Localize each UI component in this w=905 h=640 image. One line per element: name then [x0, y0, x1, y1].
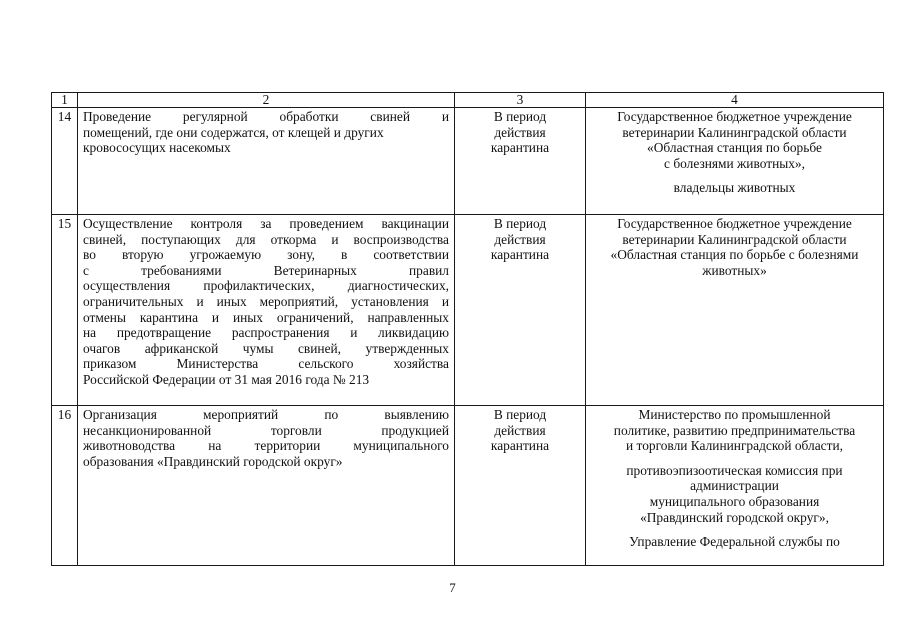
event-description — [78, 108, 455, 215]
period-cell — [455, 406, 586, 566]
table-header-row — [52, 93, 884, 108]
period-cell — [455, 108, 586, 215]
responsible-line: животных» — [702, 262, 767, 278]
event-line: образования «Правдинский городской округ» — [83, 453, 343, 469]
responsible-line: «Правдинский городской округ», — [640, 509, 829, 525]
measures-table — [51, 92, 884, 566]
responsible-line: политике, развитию предпринимательства — [613, 422, 856, 438]
table-row — [52, 215, 884, 406]
header-col-1: 1 — [52, 93, 78, 108]
period-line: В период — [493, 109, 547, 124]
responsible-line: администрации — [690, 478, 779, 494]
period-cell — [455, 215, 586, 406]
event-line: с требованиями Ветеринарных правил — [83, 262, 449, 278]
period-line: действия — [494, 422, 546, 438]
event-line: ограничительных и иных мероприятий, установления и — [83, 293, 449, 309]
responsible-line: и торговли Калининградской области, — [626, 438, 843, 454]
responsible-line: Государственное бюджетное учреждение — [617, 109, 852, 124]
period-line: действия — [494, 124, 546, 140]
header-col-2: 2 — [78, 93, 455, 108]
table-row — [52, 406, 884, 566]
event-line: Осуществление контроля за проведением вакцинации — [83, 216, 449, 231]
period-line: карантина — [490, 247, 550, 263]
event-line: осуществления профилактических, диагностических, — [83, 278, 449, 294]
responsible-line: «Областная станция по борьбе — [647, 140, 822, 156]
responsible-line: с болезнями животных», — [664, 155, 805, 171]
header-col-3: 3 — [455, 93, 586, 108]
period-line: карантина — [490, 140, 550, 156]
period-line: В период — [493, 407, 547, 422]
event-line: несанкционированной торговли продукцией — [83, 422, 449, 438]
period-line: действия — [494, 231, 546, 247]
event-line: животноводства на территории муниципального — [83, 438, 449, 454]
event-line: свиней, поступающих для откорма и воспроизводства — [83, 231, 449, 247]
header-col-4: 4 — [586, 93, 884, 108]
event-line: кровососущих насекомых — [83, 140, 231, 156]
responsible-line: ветеринарии Калининградской области — [622, 231, 847, 247]
event-line: во вторую угрожаемую зону, в соответствии — [83, 247, 449, 263]
responsible-line: Государственное бюджетное учреждение — [617, 216, 852, 231]
row-number: 15 — [52, 215, 78, 406]
responsible-line: Министерство по промышленной — [638, 407, 831, 422]
responsible-line: муниципального образования — [649, 493, 820, 509]
responsible-cell — [586, 215, 884, 406]
event-line: Организация мероприятий по выявлению — [83, 407, 449, 422]
event-line: помещений, где они содержатся, от клещей и других — [83, 124, 384, 140]
responsible-line: Управление Федеральной службы по — [629, 534, 840, 550]
responsible-line: ветеринарии Калининградской области — [622, 124, 847, 140]
responsible-line: владельцы животных — [673, 180, 796, 196]
period-line: В период — [493, 216, 547, 231]
event-line: приказом Министерства сельского хозяйства — [83, 356, 449, 372]
event-line: Российской Федерации от 31 мая 2016 года № 213 — [83, 371, 370, 387]
responsible-cell — [586, 406, 884, 566]
period-line: карантина — [490, 438, 550, 454]
event-description — [78, 215, 455, 406]
responsible-line: противоэпизоотическая комиссия при — [626, 462, 843, 478]
responsible-line: «Областная станция по борьбе с болезнями — [610, 247, 859, 263]
row-number: 16 — [52, 406, 78, 566]
responsible-cell — [586, 108, 884, 215]
event-line: очагов африканской чумы свиней, утвержденных — [83, 340, 449, 356]
event-description — [78, 406, 455, 566]
row-number: 14 — [52, 108, 78, 215]
event-line: Проведение регулярной обработки свиней и — [83, 109, 449, 124]
event-line: на предотвращение распространения и ликвидацию — [83, 325, 449, 341]
table-row — [52, 108, 884, 215]
page-number: 7 — [449, 580, 456, 595]
event-line: отмены карантина и иных ограничений, направленных — [83, 309, 449, 325]
